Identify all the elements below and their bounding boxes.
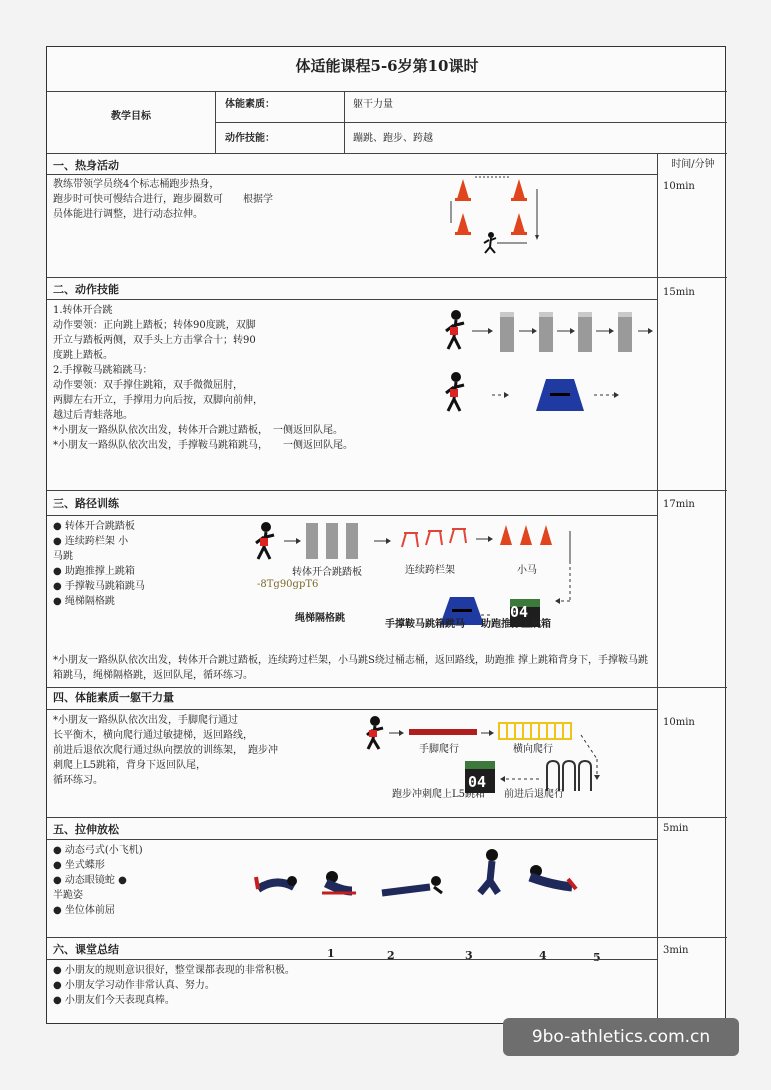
list-item: ● 小朋友学习动作非常认真、努力。 [53,980,215,991]
athlete-icon [367,716,383,749]
section-core-text: *小朋友一路纵队依次出发，手脚爬行通过 长平衡木，横向爬行通过敏捷梯，返回路线， 前进后退依次爬行通过纵向摆放的训练架， 跑步冲 刺爬上L5跳箱，背身下返回队尾， 循环练习。 [53,715,278,786]
fitness-label: 体能素质： [225,99,275,110]
agility-ladder-icon [499,723,571,739]
core-label-box-number: 04 [468,773,487,791]
path-label-box-number: 04 [510,603,529,621]
list-item: ● 连续跨栏架 小 马跳 [53,536,129,562]
hurdle-icon [402,529,466,547]
core-label-side: 横向爬行 [513,744,553,755]
cone-icon [511,179,527,201]
cone-icon [500,525,512,545]
section-warmup-text: 教练带领学员绕4个标志桶跑步热身， 跑步时可快可慢结合进行，跑步圈数可 根据学 员体能进行调整，进行动态拉伸。 [53,179,273,220]
bow-pose-figure [256,876,297,889]
stretch-diagram [252,847,582,911]
core-label-box: 跑步冲刺爬上L5跳箱 [392,789,486,800]
time-header: 时间/分钟 [671,159,715,170]
kneeling-pose-figure [480,849,498,893]
list-item: ● 绳梯隔格跳 [53,596,115,607]
athlete-icon [256,522,274,559]
step-board-icon [618,312,632,352]
warmup-diagram [447,175,557,265]
goal-label: 教学目标 [111,111,151,122]
athlete-icon [446,372,464,411]
section-stretch-heading: 五、拉伸放松 [53,823,119,836]
path-label-vault: 手撑鞍马跳箱跳马 [385,619,465,630]
path-label-ladder: 绳梯隔格跳 [295,613,345,624]
path-label-pony: 小马 [517,565,537,576]
path-label-step-board: 转体开合跳踏板 [292,567,362,578]
section-warmup-heading: 一、热身活动 [53,159,119,172]
list-item: ● 助跑推撑上跳箱 [53,566,135,577]
cobra-pose-figure [382,876,442,893]
path-bullet-list [53,519,183,609]
stretch-number-3: 3 [465,949,473,962]
cone-icon [520,525,532,545]
step-board-icon [306,523,318,559]
step-board-icon [326,523,338,559]
cone-icon [455,213,471,235]
section-path-time: 17min [663,499,695,510]
section-path-heading: 三、路径训练 [53,497,119,510]
cone-icon [455,179,471,201]
stretch-number-4: 4 [539,949,547,962]
athlete-icon [446,310,464,349]
page-title: 体适能课程5-6岁第10课时 [295,57,479,75]
balance-beam-icon [409,729,477,735]
section-summary-time: 3min [663,945,689,956]
skill-label: 动作技能： [225,133,275,144]
list-item: ● 小朋友们今天表现真棒。 [53,995,175,1006]
list-item: ● 动态弓式(小飞机) [53,845,143,856]
section-skills-heading: 二、动作技能 [53,283,119,296]
path-label-hurdles: 连续跨栏架 [405,565,455,576]
fitness-value: 躯干力量 [353,99,393,110]
forward-fold-figure [530,865,576,889]
section-skills-time: 15min [663,287,695,298]
vault-mat-icon [536,379,584,411]
cone-icon [540,525,552,545]
step-board-icon [500,312,514,352]
skills-diagram [442,307,657,422]
section-core-time: 10min [663,717,695,728]
path-label-box: 助跑推撑上跳箱 [481,619,551,630]
list-item: ● 动态眼镜蛇 ● 半跪姿 [53,875,127,901]
butterfly-pose-figure [322,871,356,893]
stretch-bullet-list [53,843,183,918]
step-board-icon [578,312,592,352]
skill-value: 蹦跳、跑步、跨越 [353,133,433,144]
summary-bullet-list [53,963,613,1008]
cone-icon [511,213,527,235]
list-item: ● 坐式蝶形 [53,860,105,871]
stretch-number-1: 1 [327,947,335,960]
site-watermark: 9bo-athletics.com.cn [503,1018,739,1056]
list-item: ● 转体开合跳踏板 [53,521,135,532]
list-item: ● 手撑鞍马跳箱跳马 [53,581,145,592]
list-item: ● 小朋友的规则意识很好，整堂课都表现的非常积极。 [53,965,295,976]
stretch-number-5: 5 [593,951,601,964]
path-note: *小朋友一路纵队依次出发，转体开合跳过踏板，连续跨过栏架，小马跳S绕过桶志桶，返回路线，助跑推 撑上跳箱背身下，手撑鞍马跳箱跳马，绳梯隔格跳，返回队尾，循环练习。 [53,655,649,681]
path-label-code: -8Tg90gpT6 [257,579,319,590]
core-label-back: 前进后退爬行 [504,789,564,800]
step-board-icon [539,312,553,352]
section-warmup-time: 10min [663,181,695,192]
core-label-crawl: 手脚爬行 [419,744,459,755]
lesson-plan-sheet [46,46,726,1024]
section-stretch-time: 5min [663,823,689,834]
list-item: ● 坐位体前屈 [53,905,115,916]
section-skills-text: 1.转体开合跳 动作要领：正向跳上踏板；转体90度跳，双脚 开立与踏板两侧，双手头上方击掌合十；转90 度跳上踏板。 2.手撑鞍马跳箱跳马： 动作要领：双手撑住跳箱，双手微微屈肘， 两脚左右开立，手撑用力向后按，双脚向前伸， 越过后青蛙落地。 *小朋友一路纵队依次出发，转体开合跳过踏板， 一侧返回队尾。 *小朋友一路纵队依次出发，手撑鞍马跳箱跳马， 一侧返回队尾。 [53,305,353,451]
runner-icon [484,232,496,253]
step-board-icon [346,523,358,559]
section-core-heading: 四、体能素质一躯干力量 [53,691,174,704]
stretch-number-2: 2 [387,949,395,962]
section-summary-heading: 六、课堂总结 [53,943,119,956]
